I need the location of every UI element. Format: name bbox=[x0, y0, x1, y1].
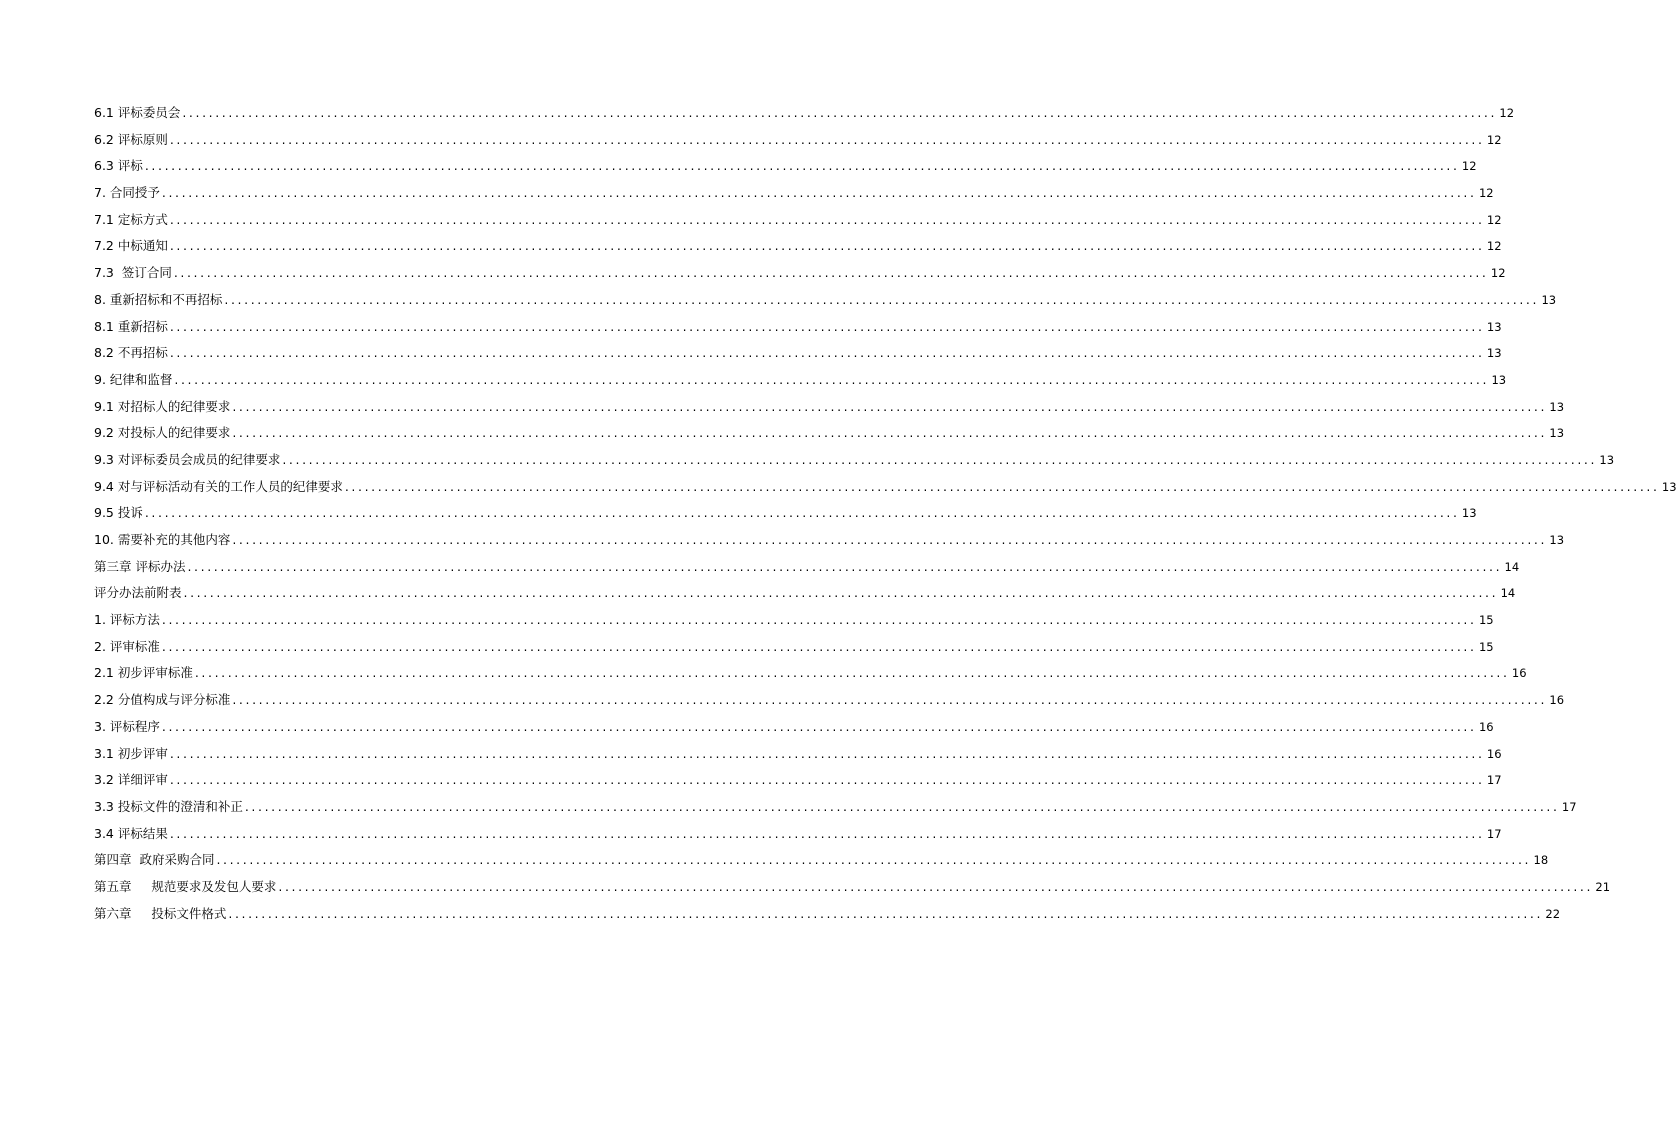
toc-entry-page: 12 bbox=[1478, 186, 1494, 201]
toc-entry[interactable] bbox=[94, 233, 1502, 260]
toc-leader-dots: ........................................................................................................................................................................................................ bbox=[169, 345, 1485, 361]
toc-entry[interactable] bbox=[94, 794, 1577, 821]
toc-leader-dots: ........................................................................................................................................................................................................ bbox=[232, 398, 1548, 414]
toc-entry-page: 14 bbox=[1500, 586, 1516, 601]
toc-entry-page: 18 bbox=[1533, 853, 1549, 868]
toc-entry-label: 评分办法前附表 bbox=[94, 585, 182, 601]
toc-entry-page: 12 bbox=[1486, 212, 1502, 227]
toc-entry-page: 13 bbox=[1661, 479, 1677, 494]
toc-entry[interactable] bbox=[94, 153, 1477, 180]
toc-entry-page: 13 bbox=[1549, 533, 1565, 547]
toc-entry[interactable] bbox=[94, 821, 1502, 848]
toc-entry[interactable] bbox=[94, 527, 1565, 554]
toc-entry-label: 7.2 中标通知 bbox=[94, 238, 168, 254]
toc-entry-label: 3.2 详细评审 bbox=[94, 772, 168, 788]
toc-entry[interactable] bbox=[94, 607, 1494, 634]
toc-entry-page: 13 bbox=[1549, 426, 1565, 441]
toc-entry[interactable] bbox=[94, 447, 1615, 474]
toc-entry-page: 12 bbox=[1461, 159, 1477, 174]
toc-entry-page: 22 bbox=[1545, 906, 1561, 921]
toc-entry-label: 6.2 评标原则 bbox=[94, 131, 168, 147]
toc-leader-dots: ........................................................................................................................................................................................................ bbox=[182, 105, 1498, 120]
toc-entry-page: 13 bbox=[1599, 452, 1615, 467]
toc-entry-label: 9.4 对与评标活动有关的工作人员的纪律要求 bbox=[94, 478, 343, 494]
toc-entry-label: 7.1 定标方式 bbox=[94, 211, 168, 227]
toc-entry[interactable] bbox=[94, 767, 1502, 794]
toc-leader-dots: ........................................................................................................................................................................................................ bbox=[144, 158, 1460, 174]
toc-entry-page: 13 bbox=[1491, 372, 1507, 387]
toc-entry[interactable] bbox=[94, 340, 1502, 367]
toc-entry-page: 13 bbox=[1461, 506, 1477, 521]
toc-leader-dots: ........................................................................................................................................................................................................ bbox=[169, 318, 1485, 334]
toc-entry-page: 13 bbox=[1549, 399, 1565, 414]
toc-entry-label: 2. 评审标准 bbox=[94, 638, 160, 654]
toc-entry-label: 8. 重新招标和不再招标 bbox=[94, 291, 223, 307]
toc-entry-label: 3.1 初步评审 bbox=[94, 745, 168, 761]
toc-entry-label: 9.5 投诉 bbox=[94, 505, 143, 521]
toc-leader-dots: ........................................................................................................................................................................................................ bbox=[278, 878, 1594, 894]
toc-entry-label: 10. 需要补充的其他内容 bbox=[94, 532, 231, 547]
toc-entry-label: 9.3 对评标委员会成员的纪律要求 bbox=[94, 451, 281, 467]
toc-entry[interactable] bbox=[94, 500, 1477, 527]
toc-entry-page: 17 bbox=[1486, 826, 1502, 841]
toc-entry[interactable] bbox=[94, 127, 1502, 154]
toc-entry-page: 12 bbox=[1486, 132, 1502, 147]
toc-leader-dots: ........................................................................................................................................................................................................ bbox=[194, 665, 1510, 681]
toc-leader-dots: ........................................................................................................................................................................................................ bbox=[169, 131, 1485, 147]
toc-entry-label: 6.3 评标 bbox=[94, 158, 143, 174]
toc-entry-label: 第五章 规范要求及发包人要求 bbox=[94, 878, 277, 894]
toc-entry-label: 7.3 签订合同 bbox=[94, 265, 172, 281]
toc-entry-label: 第六章 投标文件格式 bbox=[94, 905, 227, 921]
toc-leader-dots: ........................................................................................................................................................................................................ bbox=[344, 478, 1660, 494]
toc-leader-dots: ........................................................................................................................................................................................................ bbox=[169, 745, 1485, 761]
toc-entry[interactable] bbox=[94, 660, 1527, 687]
toc-entry[interactable] bbox=[94, 180, 1494, 207]
toc-entry-page: 12 bbox=[1499, 106, 1515, 120]
toc-leader-dots: ........................................................................................................................................................................................................ bbox=[169, 238, 1485, 254]
toc-entry-page: 13 bbox=[1486, 319, 1502, 334]
toc-leader-dots: ........................................................................................................................................................................................................ bbox=[161, 612, 1477, 628]
toc-entry-page: 17 bbox=[1561, 799, 1577, 814]
toc-leader-dots: ........................................................................................................................................................................................................ bbox=[169, 825, 1485, 841]
toc-leader-dots: ........................................................................................................................................................................................................ bbox=[161, 185, 1477, 201]
toc-leader-dots: ........................................................................................................................................................................................................ bbox=[187, 558, 1503, 574]
toc-leader-dots: ........................................................................................................................................................................................................ bbox=[224, 291, 1540, 307]
toc-leader-dots: ........................................................................................................................................................................................................ bbox=[183, 585, 1499, 601]
toc-entry[interactable] bbox=[94, 314, 1502, 341]
toc-entry-page: 21 bbox=[1595, 879, 1611, 894]
toc-leader-dots: ........................................................................................................................................................................................................ bbox=[232, 425, 1548, 441]
toc-leader-dots: ........................................................................................................................................................................................................ bbox=[169, 211, 1485, 227]
toc-entry-label: 第三章 评标办法 bbox=[94, 558, 186, 574]
toc-entry-label: 8.2 不再招标 bbox=[94, 345, 168, 361]
toc-leader-dots: ........................................................................................................................................................................................................ bbox=[228, 905, 1544, 921]
toc-leader-dots: ........................................................................................................................................................................................................ bbox=[169, 772, 1485, 788]
toc-entry-label: 第四章 政府采购合同 bbox=[94, 852, 215, 868]
toc-entry[interactable] bbox=[94, 634, 1494, 661]
toc-entry[interactable] bbox=[94, 554, 1520, 581]
toc-entry-label: 3. 评标程序 bbox=[94, 718, 160, 734]
toc-leader-dots: ........................................................................................................................................................................................................ bbox=[216, 852, 1532, 868]
toc-entry-page: 12 bbox=[1486, 239, 1502, 254]
toc-entry[interactable] bbox=[94, 367, 1507, 394]
toc-entry-label: 9. 纪律和监督 bbox=[94, 371, 173, 387]
toc-entry-page: 15 bbox=[1478, 613, 1494, 628]
toc-leader-dots: ........................................................................................................................................................................................................ bbox=[161, 638, 1477, 654]
toc-entry[interactable] bbox=[94, 874, 1611, 901]
toc-leader-dots: ........................................................................................................................................................................................................ bbox=[174, 371, 1490, 387]
toc-entry[interactable] bbox=[94, 580, 1516, 607]
toc-entry-label: 2.2 分值构成与评分标准 bbox=[94, 692, 231, 708]
toc-entry[interactable] bbox=[94, 287, 1557, 314]
toc-entry-page: 15 bbox=[1478, 639, 1494, 654]
toc-entry[interactable] bbox=[94, 847, 1549, 874]
toc-entry-label: 9.1 对招标人的纪律要求 bbox=[94, 398, 231, 414]
toc-entry[interactable] bbox=[94, 741, 1502, 768]
toc-entry[interactable] bbox=[94, 394, 1565, 421]
toc-entry-label: 3.4 评标结果 bbox=[94, 825, 168, 841]
toc-entry-page: 17 bbox=[1486, 773, 1502, 788]
toc-entry-page: 16 bbox=[1486, 746, 1502, 761]
toc-leader-dots: ........................................................................................................................................................................................................ bbox=[244, 798, 1560, 814]
toc-entry-page: 13 bbox=[1541, 292, 1557, 307]
toc-entry[interactable] bbox=[94, 100, 1515, 127]
toc-entry[interactable] bbox=[94, 207, 1502, 234]
toc-leader-dots: ........................................................................................................................................................................................................ bbox=[161, 718, 1477, 734]
toc-leader-dots: ........................................................................................................................................................................................................ bbox=[232, 532, 1548, 547]
toc-entry-label: 9.2 对投标人的纪律要求 bbox=[94, 425, 231, 441]
toc-leader-dots: ........................................................................................................................................................................................................ bbox=[173, 265, 1489, 281]
toc-entry-page: 12 bbox=[1490, 266, 1506, 281]
toc-entry-label: 7. 合同授予 bbox=[94, 185, 160, 201]
toc-leader-dots: ........................................................................................................................................................................................................ bbox=[232, 692, 1548, 708]
toc-leader-dots: ........................................................................................................................................................................................................ bbox=[282, 451, 1598, 467]
table-of-contents bbox=[94, 100, 1677, 927]
toc-entry-label: 8.1 重新招标 bbox=[94, 318, 168, 334]
toc-entry[interactable] bbox=[94, 687, 1565, 714]
toc-leader-dots: ........................................................................................................................................................................................................ bbox=[144, 505, 1460, 521]
toc-entry-label: 1. 评标方法 bbox=[94, 612, 160, 628]
toc-entry-page: 16 bbox=[1478, 719, 1494, 734]
toc-entry[interactable] bbox=[94, 420, 1565, 447]
toc-entry[interactable] bbox=[94, 901, 1561, 928]
toc-entry[interactable] bbox=[94, 714, 1494, 741]
toc-entry-page: 16 bbox=[1549, 693, 1565, 708]
toc-entry[interactable] bbox=[94, 474, 1677, 501]
toc-entry-label: 3.3 投标文件的澄清和补正 bbox=[94, 798, 243, 814]
toc-entry-page: 14 bbox=[1504, 559, 1520, 574]
toc-entry[interactable] bbox=[94, 260, 1506, 287]
toc-entry-page: 13 bbox=[1486, 346, 1502, 361]
toc-entry-page: 16 bbox=[1511, 666, 1527, 681]
toc-entry-label: 6.1 评标委员会 bbox=[94, 105, 181, 120]
toc-entry-label: 2.1 初步评审标准 bbox=[94, 665, 193, 681]
